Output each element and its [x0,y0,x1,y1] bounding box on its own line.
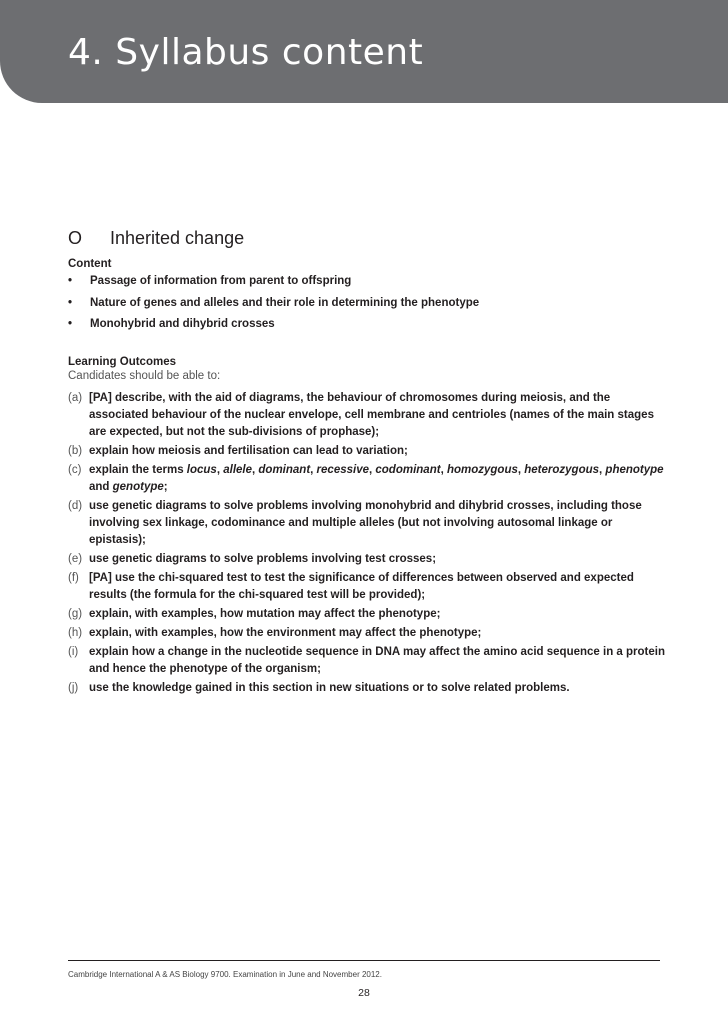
term-recessive: recessive [316,463,369,476]
page-title: 4. Syllabus content [68,32,424,73]
page-number: 28 [358,987,370,999]
bullet-icon: • [68,275,73,287]
content-bullet-text: Nature of genes and alleles and their role in determining the phenotype [90,296,480,309]
term-homozygous: homozygous [446,463,518,476]
content-label: Content [68,258,112,270]
outcome-text: [PA] use the chi-squared test to test the significance of differences between observed and expected results (the formula for the chi-squared test will be provided); [89,571,634,601]
term-locus: locus [186,463,217,476]
outcome-item [68,390,668,441]
outcome-item [68,498,668,549]
outcome-text: use genetic diagrams to solve problems involving test crosses; [89,552,437,565]
section-title: Inherited change [110,228,245,248]
outcome-item [68,625,668,642]
outcome-text-part: , [599,463,606,476]
term-codominant: codominant [375,463,441,476]
content-bullet-list [68,275,668,340]
outcome-text-part: ; [163,480,168,493]
content-bullet-item [68,297,668,319]
outcome-text: explain, with examples, how the environment may affect the phenotype; [89,626,482,639]
term-allele: allele [223,463,253,476]
outcome-label: (e) [68,552,83,565]
outcome-item [68,462,668,496]
outcome-label: (j) [68,681,79,694]
content-bullet-item [68,275,668,297]
outcome-text: explain how meiosis and fertilisation can lead to variation; [89,444,408,457]
content-bullet-item [68,318,668,340]
syllabus-section [68,228,668,699]
outcome-label: (b) [68,444,83,457]
learning-outcomes-intro: Candidates should be able to: [68,369,221,382]
outcome-text: [PA] describe, with the aid of diagrams, the behaviour of chromosomes during meiosis, and the associated behaviour of the nuclear envelope, cell membrane and centrioles (names of the main stages are expected, but not the sub-divisions of prophase); [89,391,654,438]
term-phenotype: phenotype [605,463,664,476]
outcome-text: use genetic diagrams to solve problems involving monohybrid and dihybrid crosses, including those involving sex linkage, codominance and multiple alleles (but not involving autosomal linkage or epistasis); [89,499,642,546]
outcome-label: (c) [68,463,82,476]
learning-outcomes-list [68,390,668,697]
section-letter: O [68,228,83,248]
term-genotype: genotype [112,480,164,493]
bullet-icon: • [68,318,73,330]
outcome-label: (a) [68,391,83,404]
outcome-label: (i) [68,645,79,658]
term-dominant: dominant [258,463,311,476]
outcome-item [68,551,668,568]
outcome-text-part: explain the terms [89,463,187,476]
bullet-icon: • [68,296,73,309]
outcome-text: explain, with examples, how mutation may affect the phenotype; [89,607,441,620]
outcome-item [68,443,668,460]
outcome-text-part: , [216,463,224,476]
term-heterozygous: heterozygous [524,463,600,476]
outcome-label: (d) [68,499,83,512]
outcome-text-part: and [89,480,113,493]
footer-divider [68,960,660,961]
outcome-item [68,606,668,623]
outcome-text: explain how a change in the nucleotide sequence in DNA may affect the amino acid sequence in a protein and hence the phenotype of the organism; [89,645,665,675]
outcome-text [89,464,664,493]
outcome-label: (f) [68,571,79,584]
outcome-text-part: , [517,463,525,476]
outcome-item [68,644,668,678]
outcome-text-part: , [252,463,259,476]
outcome-label: (h) [68,626,83,639]
outcome-text-part: , [440,463,447,476]
header-band [0,0,728,103]
outcome-item [68,680,668,697]
outcome-text-part: , [310,463,317,476]
content-bullet-text: Passage of information from parent to offspring [90,275,352,287]
section-heading [68,228,668,252]
footer-text: Cambridge International A & AS Biology 9700. Examination in June and November 2012. [68,970,382,979]
outcome-text-part: , [369,463,376,476]
outcome-label: (g) [68,607,83,620]
outcome-text: use the knowledge gained in this section in new situations or to solve related problems. [89,681,570,694]
content-bullet-text: Monohybrid and dihybrid crosses [90,318,275,330]
outcome-item [68,570,668,604]
learning-outcomes-title: Learning Outcomes [68,355,176,368]
